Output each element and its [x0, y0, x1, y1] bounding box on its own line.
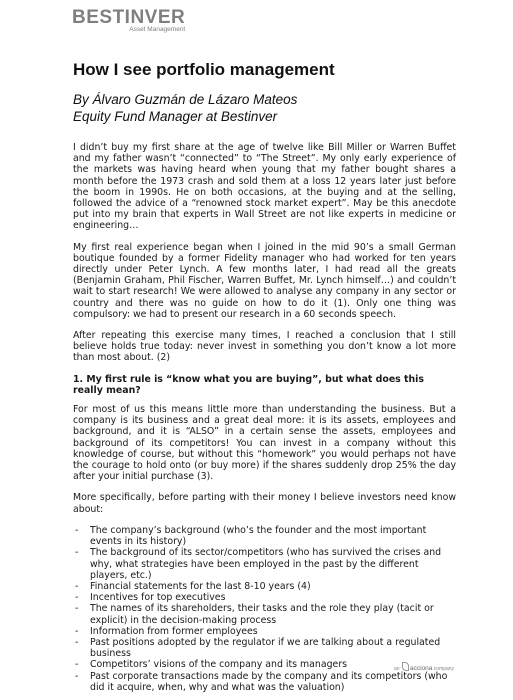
article-body — [73, 142, 456, 693]
leaf-icon — [402, 662, 409, 671]
list-item: - Past corporate transactions made by the company and its competitors (who did it acquire, when, why and what was the valuation) — [73, 671, 456, 693]
paragraph-2: My first real experience began when I joined in the mid 90’s a small German boutique founded by a former Fidelity manager who had worked for ten years directly under Peter Lynch. A few months later, I had read all the greats (Benjamin Graham, Phil Fischer, Warren Buffet, Mr. Lynch himself…) and couldn’t wait to start research! We were allowed to analyse any company in any sector or country and there was no guide on how to do it (1). Only one thing was compulsory: we had to present our research in a 60 seconds speech. — [73, 241, 456, 320]
bestinver-logo — [72, 8, 185, 33]
list-item: - Information from former employees — [73, 626, 456, 637]
footer-brand: acciona — [409, 665, 433, 672]
byline — [73, 91, 433, 125]
byline-role: Equity Fund Manager at Bestinver — [73, 109, 278, 124]
list-item: - The background of its sector/competitors (who has survived the crises and why, what strategies have been employed in the past by the different players, etc.) — [73, 547, 456, 581]
list-item: - Competitors’ visions of the company and its managers — [73, 659, 456, 670]
logo-tagline: Asset Management — [129, 26, 186, 33]
paragraph-1: I didn’t buy my first share at the age of twelve like Bill Miller or Warren Buffet and my father wasn’t “connected” to “The Street”. My only early experience of the markets was having heard when young that my father bought shares a month before the 1973 crash and sold them at a loss 12 years later just before the boom in 1990s. He on both occasions, at the buying and at the selling, followed the advice of a “renowned stock market expert”. May be this anecdote put into my brain that experts in Wall Street are not like experts in medicine or engineering… — [73, 142, 456, 232]
logo-wordmark: BESTINVER — [72, 7, 186, 28]
list-item: - Incentives for top executives — [73, 592, 456, 603]
list-item: - The names of its shareholders, their tasks and the role they play (tacit or explicit) in the decision-making process — [73, 603, 456, 625]
footer-prefix: an — [394, 666, 400, 672]
paragraph-5: More specifically, before parting with their money I believe investors need know about: — [73, 492, 456, 515]
list-item: - Financial statements for the last 8-10 years (4) — [73, 581, 456, 592]
list-item: - The company’s background (who’s the founder and the most important events in its history) — [73, 525, 456, 547]
paragraph-4: For most of us this means little more than understanding the business. But a company is its business and a great deal more: it is its assets, employees and background, and it is “ALSO” in a certain sense the assets, employees and background of its competitors! You can invest in a company without this knowledge of course, but without this “homework” you would perhaps not have the courage to hold onto (or buy more) if the shares suddenly drop 25% the day after your initial purchase (3). — [73, 404, 456, 483]
byline-author: By Álvaro Guzmán de Lázaro Mateos — [73, 92, 298, 107]
section-heading-1: 1. My first rule is “know what you are buying”, but what does this really mean? — [73, 373, 424, 396]
footer-suffix: company — [433, 666, 455, 672]
document-title: How I see portfolio management — [73, 60, 335, 79]
paragraph-3: After repeating this exercise many times, I reached a conclusion that I still believe holds true today: never invest in something you don’t know a lot more than most about. (2) — [73, 330, 456, 364]
acciona-footer-logo — [394, 662, 454, 672]
list-item: - Past positions adopted by the regulator if we are talking about a regulated business — [73, 637, 456, 659]
